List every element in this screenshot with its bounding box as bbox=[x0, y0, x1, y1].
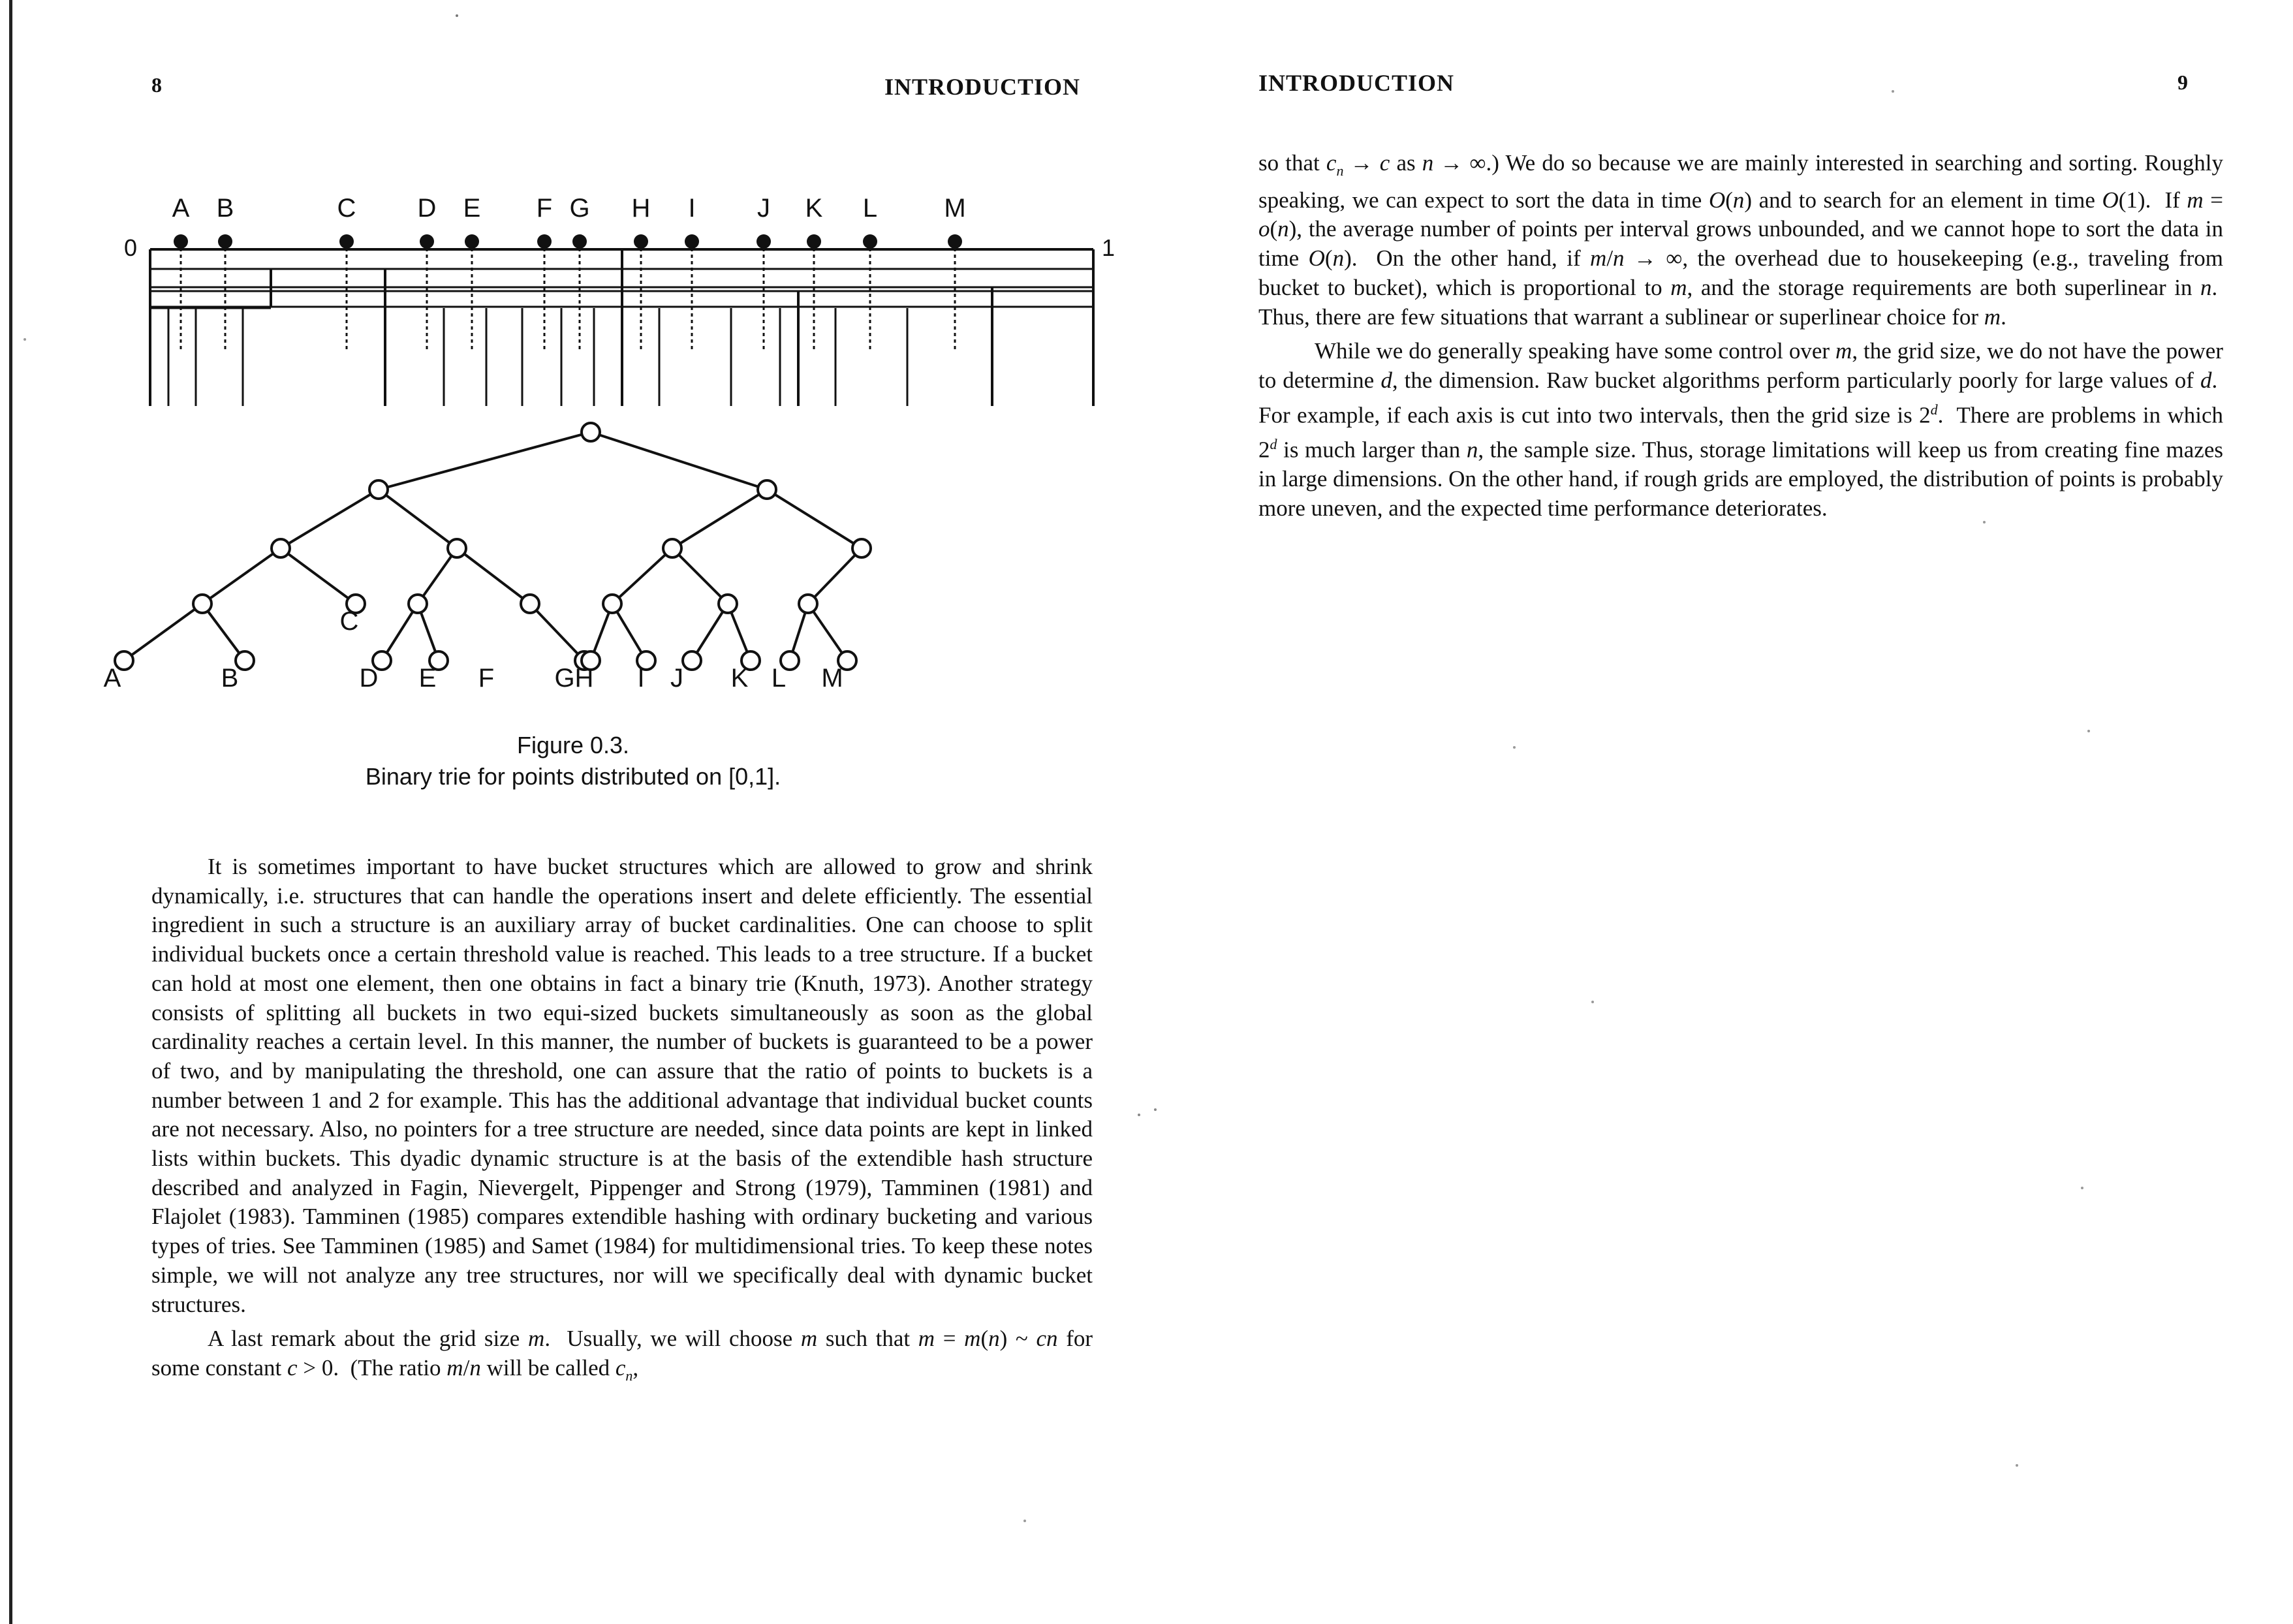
paragraph-grid-size: A last remark about the grid size m. Usually, we will choose m such that m = m(n) ~ cn for some constant c > 0. (The ratio m/n will be called $c_n$, bbox=[151, 1326, 1093, 1384]
data-point-dot bbox=[465, 234, 479, 249]
left-page bbox=[0, 0, 1146, 1624]
trie-node bbox=[799, 595, 817, 613]
leaf-label: A bbox=[103, 664, 121, 693]
trie-node bbox=[521, 595, 539, 613]
figure-caption bbox=[0, 730, 1146, 792]
data-point-dot bbox=[174, 234, 188, 249]
data-point-dot bbox=[339, 234, 354, 249]
trie-edge bbox=[672, 490, 767, 548]
trie-tree bbox=[104, 423, 871, 693]
leaf-label: E bbox=[418, 664, 437, 693]
leaf-label: K bbox=[730, 664, 749, 693]
trie-edge bbox=[379, 432, 591, 490]
leaf-label: B bbox=[221, 664, 239, 693]
data-point-dot bbox=[634, 234, 648, 249]
data-point-dot bbox=[420, 234, 434, 249]
paragraph-dimension: While we do generally speaking have some control over m, the grid size, we do not have the power to determine d, the dimension. Raw bucket algorithms perform particularly poorly for large values of d. For example, if each axis is cut into two intervals, then the grid size is 2$^d$. There are problems in which 2$^d$ is much larger than n, the sample size. Thus, storage limitations will keep us from creating fine mazes in large dimensions. On the other hand, if rough grids are employed, the distribution of points is probably more uneven, and the expected time performance deteriorates. bbox=[1258, 338, 2224, 522]
trie-edge bbox=[281, 490, 379, 548]
trie-edge bbox=[379, 490, 457, 548]
trie-edge bbox=[202, 604, 245, 661]
point-label: I bbox=[688, 194, 696, 223]
trie-edge bbox=[457, 548, 530, 604]
running-head: INTRODUCTION bbox=[884, 74, 1081, 100]
leaf-label: D bbox=[359, 664, 379, 693]
trie-edge bbox=[202, 548, 281, 604]
data-point-dot bbox=[807, 234, 821, 249]
point-label: J bbox=[757, 194, 770, 223]
paragraph-dynamic-buckets: It is sometimes important to have bucket structures which are allowed to grow and shrink dynamically, i.e. structures that can handle the operations insert and delete efficiently. The essential ingredient in such a structure is an auxiliary array of bucket cardinalities. One can choose to split individual buckets once a certain threshold value is reached. This leads to a tree structure. If a bucket can hold at most one element, then one obtains in fact a binary trie (Knuth, 1973). Another strategy consists of splitting all buckets in two equi-sized buckets simultaneously as soon as the global cardinality reaches a certain level. In this manner, the number of buckets is guaranteed to be a power of two, and by manipulating the threshold, one can assure that the ratio of points to buckets is a number between 1 and 2 for example. This has the additional advantage that individual bucket counts are not necessary. Also, no pointers for a tree structure are needed, since data points are kept in linked lists within buckets. This dyadic dynamic structure is at the basis of the extendible hash structure described and analyzed in Fagin, Nievergelt, Pippenger and Strong (1979), Tamminen (1981) and Flajolet (1983). Tamminen (1985) compares extendible hashing with ordinary bucketing and various types of tries. See Tamminen (1985) and Samet (1984) for multidimensional tries. To keep these notes simple, we will not analyze any tree structures, nor will we specifically deal with dynamic bucket structures. bbox=[151, 854, 1093, 1317]
trie-edge bbox=[612, 548, 672, 604]
data-point-dot bbox=[948, 234, 962, 249]
page-number: 9 bbox=[2177, 70, 2188, 94]
data-point-dot bbox=[685, 234, 699, 249]
trie-node bbox=[582, 423, 600, 441]
leaf-label: J bbox=[670, 664, 683, 693]
leaf-label: M bbox=[821, 664, 843, 693]
trie-node bbox=[719, 595, 737, 613]
trie-edge bbox=[124, 604, 202, 661]
point-label: B bbox=[216, 194, 234, 223]
right-page bbox=[1146, 0, 2293, 1624]
trie-node bbox=[193, 595, 211, 613]
leaf-label: C bbox=[339, 607, 359, 636]
trie-node bbox=[852, 539, 871, 557]
trie-node bbox=[369, 480, 388, 499]
binary-trie-figure bbox=[98, 176, 1116, 711]
right-body-text bbox=[1258, 149, 2223, 523]
point-label: L bbox=[862, 194, 878, 223]
trie-edge bbox=[530, 604, 584, 661]
trie-node bbox=[683, 651, 701, 670]
data-point-dot bbox=[537, 234, 552, 249]
trie-edge bbox=[281, 548, 356, 604]
page-number: 8 bbox=[151, 73, 162, 97]
trie-edge bbox=[808, 548, 862, 604]
trie-edge bbox=[591, 432, 767, 490]
leaf-label: H bbox=[574, 664, 594, 693]
data-point-dot bbox=[218, 234, 232, 249]
running-head: INTRODUCTION bbox=[1258, 70, 1455, 96]
caption-text: Binary trie for points distributed on [0,1]. bbox=[365, 763, 781, 790]
point-label: G bbox=[569, 194, 590, 223]
paragraph-grid-choice: so that $c_n \to c$ as n → ∞.) We do so because we are mainly interested in searching and sorting. Roughly speaking, we can expect to sort the data in time O(n) and to search for an element in time O(1). If m = o(n), the average number of points per interval grows unbounded, and we cannot hope to sort the data in time O(n). On the other hand, if m/n → ∞, the overhead due to housekeeping (e.g., traveling from bucket to bucket), which is proportional to m, and the storage requirements are both superlinear in n. Thus, there are few situations that warrant a sublinear or superlinear choice for m. bbox=[1258, 150, 2224, 330]
point-label: F bbox=[536, 194, 553, 223]
data-point-dot bbox=[863, 234, 877, 249]
leaf-label: F bbox=[478, 664, 495, 693]
trie-edge bbox=[672, 548, 728, 604]
caption-title: Figure 0.3. bbox=[516, 732, 630, 758]
trie-edge bbox=[767, 490, 862, 548]
trie-node bbox=[663, 539, 681, 557]
point-label: A bbox=[172, 194, 190, 223]
leaf-label: I bbox=[637, 664, 645, 693]
trie-node bbox=[409, 595, 427, 613]
trie-node bbox=[758, 480, 776, 499]
point-label: M bbox=[944, 194, 966, 223]
trie-node bbox=[448, 539, 466, 557]
interval-diagram bbox=[124, 194, 1115, 406]
point-label: C bbox=[337, 194, 356, 223]
axis-start-label: 0 bbox=[123, 234, 138, 261]
trie-node bbox=[603, 595, 621, 613]
point-label: H bbox=[631, 194, 651, 223]
point-label: E bbox=[463, 194, 481, 223]
axis-end-label: 1 bbox=[1101, 234, 1115, 261]
data-point-dot bbox=[757, 234, 771, 249]
point-label: D bbox=[417, 194, 437, 223]
trie-node bbox=[272, 539, 290, 557]
leaf-label: L bbox=[771, 664, 787, 693]
left-body-text bbox=[151, 852, 1093, 1391]
point-label: K bbox=[805, 194, 823, 223]
data-point-dot bbox=[572, 234, 587, 249]
leaf-label: G bbox=[554, 664, 575, 693]
